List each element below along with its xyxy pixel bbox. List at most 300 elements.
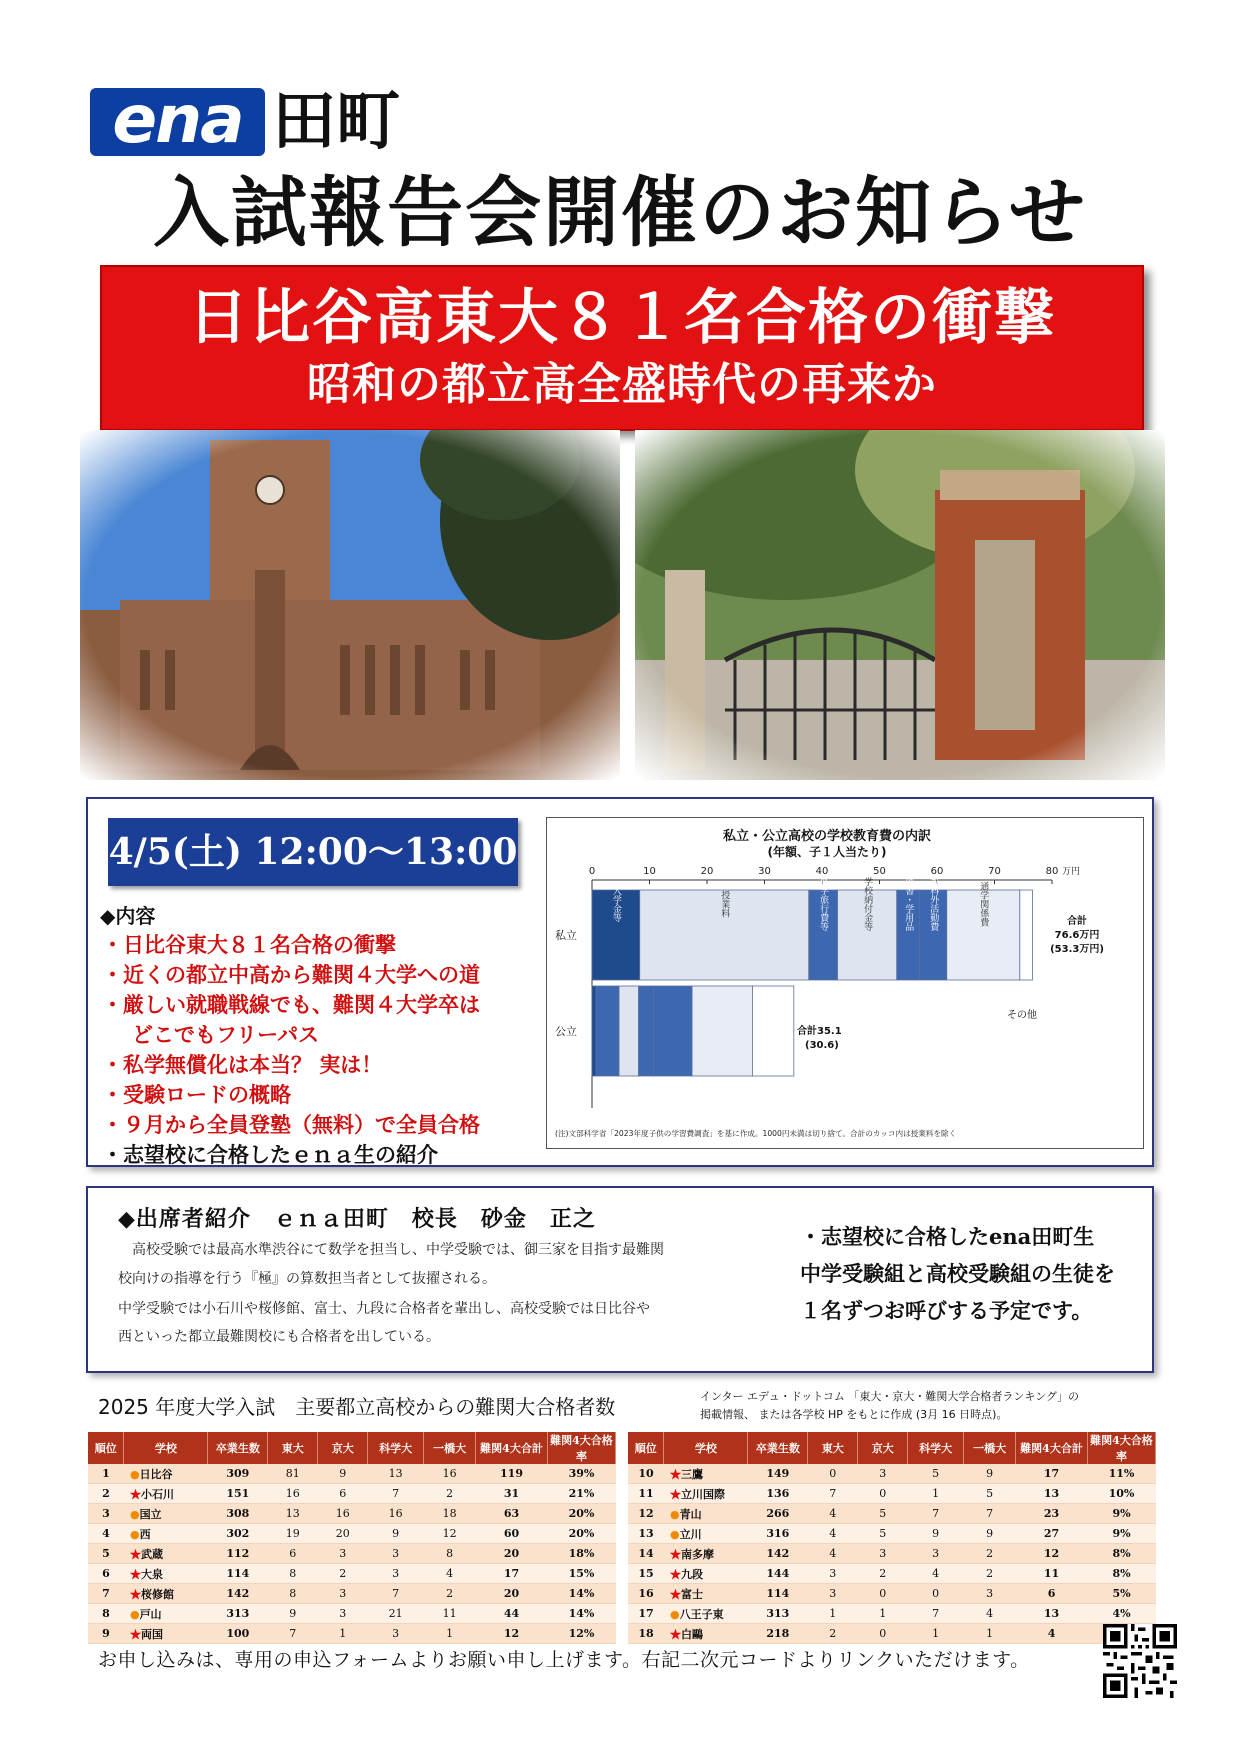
contents-item: ・日比谷東大８１名合格の衝撃 <box>102 932 396 957</box>
table-row <box>628 1544 1156 1564</box>
table-header-cell: 難関4大合格率 <box>1087 1432 1155 1464</box>
segment-label: 授業料 <box>719 890 730 918</box>
banner-subhead: 昭和の都立高全盛時代の再来か <box>307 359 937 410</box>
circle-marker: ● <box>129 1507 140 1521</box>
category-label: 公立 <box>555 1025 577 1038</box>
hitotsu-cell: 12 <box>424 1524 476 1544</box>
circle-marker: ● <box>669 1507 680 1521</box>
rate-cell: 5% <box>1087 1584 1155 1604</box>
school-name: 戸山 <box>139 1607 162 1621</box>
school-name: 武蔵 <box>140 1547 163 1561</box>
school-name: 大泉 <box>140 1567 163 1581</box>
table-header-cell: 東大 <box>808 1432 858 1464</box>
rank-cell: 13 <box>628 1524 664 1544</box>
branch-name: 田町 <box>272 85 400 159</box>
ena-logo: ena <box>90 88 265 156</box>
presenter-bio-line: 中学受験では小石川や桜修館、富士、九段に合格者を輩出し、高校受験では日比谷や <box>118 1301 650 1317</box>
rate-cell: 14% <box>547 1604 615 1624</box>
table-row <box>628 1604 1156 1624</box>
rate-cell: 20% <box>547 1504 615 1524</box>
clock-tower-building-photo <box>80 430 620 780</box>
rank-cell: 7 <box>88 1584 124 1604</box>
headline-banner <box>100 265 1144 431</box>
private-total-value: 76.6万円 <box>1054 930 1100 941</box>
chart-title: 私立・公立高校の学校教育費の内訳 <box>722 829 932 844</box>
hitotsu-cell: 1 <box>424 1624 476 1644</box>
kyodai-cell: 3 <box>318 1604 368 1624</box>
school-cell <box>124 1604 208 1624</box>
table-row <box>628 1484 1156 1504</box>
grads-cell: 149 <box>748 1464 808 1484</box>
school-name: 国立 <box>139 1507 162 1521</box>
segment-label: 修学旅行費等 <box>818 877 829 931</box>
x-tick-label: 70 <box>988 866 1001 877</box>
kyodai-cell: 3 <box>858 1464 908 1484</box>
table-row <box>88 1624 616 1644</box>
grads-cell: 142 <box>748 1544 808 1564</box>
kyodai-cell: 1 <box>858 1604 908 1624</box>
table-row <box>88 1524 616 1544</box>
rate-cell: 39% <box>547 1464 615 1484</box>
school-name: 日比谷 <box>139 1467 173 1481</box>
contents-item: ・近くの都立中高から難関４大学への道 <box>102 962 480 987</box>
school-cell <box>124 1524 208 1544</box>
kyodai-cell: 20 <box>318 1524 368 1544</box>
grads-cell: 316 <box>748 1524 808 1544</box>
chart-subtitle: (年額、子１人当たり) <box>767 845 887 859</box>
school-name: 南多摩 <box>680 1547 714 1561</box>
chart-note: (注)文部科学省「2023年度子供の学習費調査」を基に作成。1000円未満は切り捨て。合計のカッコ内は授業料を除く <box>555 1129 957 1138</box>
kagaku-cell: 0 <box>908 1584 964 1604</box>
education-cost-chart <box>546 817 1144 1149</box>
bar-segment <box>619 986 639 1076</box>
x-tick-label: 40 <box>815 866 829 877</box>
table-row <box>628 1564 1156 1584</box>
presenter-heading: ◆出席者紹介 ｅｎａ田町 校長 砂金 正之 <box>118 1207 596 1232</box>
star-marker: ★ <box>669 1567 681 1581</box>
rank-cell: 14 <box>628 1544 664 1564</box>
school-name: 西 <box>139 1527 151 1541</box>
contents-heading: ◆内容 <box>100 904 156 928</box>
hitotsu-cell: 18 <box>424 1504 476 1524</box>
grads-cell: 308 <box>208 1504 268 1524</box>
todai-cell: 4 <box>808 1504 858 1524</box>
kagaku-cell: 3 <box>368 1624 424 1644</box>
kagaku-cell: 4 <box>908 1564 964 1584</box>
todai-cell: 0 <box>808 1464 858 1484</box>
school-cell <box>664 1504 748 1524</box>
total-cell: 119 <box>476 1464 548 1484</box>
todai-cell: 9 <box>268 1604 318 1624</box>
total-cell: 11 <box>1016 1564 1088 1584</box>
category-label: 私立 <box>555 929 577 942</box>
school-cell <box>124 1464 208 1484</box>
x-tick-label: 30 <box>758 866 771 877</box>
total-cell: 6 <box>1016 1584 1088 1604</box>
todai-cell: 7 <box>808 1484 858 1504</box>
grads-cell: 100 <box>208 1624 268 1644</box>
rate-cell: 9% <box>1087 1504 1155 1524</box>
star-marker: ★ <box>129 1567 141 1581</box>
rate-cell: 14% <box>547 1584 615 1604</box>
segment-label: 学校納付金等 <box>862 877 873 931</box>
public-total-excl: (30.6) <box>805 1040 839 1051</box>
table-row <box>88 1484 616 1504</box>
todai-cell: 8 <box>268 1584 318 1604</box>
contents-item: ・私学無償化は本当？ 実は！ <box>102 1052 383 1077</box>
school-name: 両国 <box>140 1627 163 1641</box>
school-name: 小石川 <box>140 1487 174 1501</box>
school-name: 八王子東 <box>679 1607 724 1621</box>
kagaku-cell: 21 <box>368 1604 424 1624</box>
qr-code-icon[interactable] <box>1103 1624 1177 1698</box>
table-row <box>628 1464 1156 1484</box>
rate-cell: 8% <box>1087 1544 1155 1564</box>
total-cell: 60 <box>476 1524 548 1544</box>
rate-cell: 10% <box>1087 1484 1155 1504</box>
circle-marker: ● <box>129 1467 140 1481</box>
rank-cell: 12 <box>628 1504 664 1524</box>
bar-segment <box>654 986 693 1076</box>
table-row <box>88 1584 616 1604</box>
school-name: 青山 <box>679 1507 702 1521</box>
ranking-table-left <box>88 1432 616 1644</box>
x-tick-label: 10 <box>643 866 656 877</box>
school-gate-photo <box>635 430 1165 780</box>
hitotsu-cell: 4 <box>424 1564 476 1584</box>
table-header-cell: 東大 <box>268 1432 318 1464</box>
application-note: お申し込みは、専用の申込フォームよりお願い申し上げます。右記二次元コードよりリンクいただけます。 <box>98 1649 1030 1671</box>
kagaku-cell: 13 <box>368 1464 424 1484</box>
rank-cell: 9 <box>88 1624 124 1644</box>
other-label: その他 <box>1007 1010 1037 1021</box>
rate-cell: 8% <box>1087 1564 1155 1584</box>
circle-marker: ● <box>129 1527 140 1541</box>
hitotsu-cell: 2 <box>964 1564 1016 1584</box>
table-header-cell: 京大 <box>318 1432 368 1464</box>
table-row <box>628 1504 1156 1524</box>
axis-unit: 万円 <box>1062 867 1081 877</box>
school-name: 三鷹 <box>680 1467 703 1481</box>
todai-cell: 1 <box>808 1604 858 1624</box>
rank-cell: 11 <box>628 1484 664 1504</box>
table-header-cell: 卒業生数 <box>748 1432 808 1464</box>
school-cell <box>664 1484 748 1504</box>
todai-cell: 2 <box>808 1624 858 1644</box>
kyodai-cell: 5 <box>858 1524 908 1544</box>
side-note-line: 中学受験組と高校受験組の生徒を <box>800 1261 1115 1286</box>
student-introduction-note <box>800 1218 1130 1329</box>
grads-cell: 313 <box>208 1604 268 1624</box>
table-row <box>628 1524 1156 1544</box>
rate-cell: 20% <box>547 1524 615 1544</box>
rank-cell: 10 <box>628 1464 664 1484</box>
star-marker: ★ <box>129 1627 141 1641</box>
private-total-label: 合計 <box>1067 916 1087 927</box>
total-cell: 20 <box>476 1544 548 1564</box>
bar-segment <box>639 986 654 1076</box>
bar-segment <box>752 986 793 1076</box>
school-cell <box>124 1584 208 1604</box>
todai-cell: 3 <box>808 1584 858 1604</box>
side-note-line: １名ずつお呼びする予定です。 <box>800 1298 1093 1323</box>
school-cell <box>664 1624 748 1644</box>
bar-segment <box>592 986 596 1076</box>
kagaku-cell: 5 <box>908 1464 964 1484</box>
star-marker: ★ <box>669 1587 681 1601</box>
private-total-excl: (53.3万円) <box>1050 944 1104 955</box>
bar-segment <box>1020 890 1033 980</box>
total-cell: 31 <box>476 1484 548 1504</box>
todai-cell: 6 <box>268 1544 318 1564</box>
kyodai-cell: 3 <box>318 1544 368 1564</box>
rank-cell: 16 <box>628 1584 664 1604</box>
hitotsu-cell: 11 <box>424 1604 476 1624</box>
rank-cell: 6 <box>88 1564 124 1584</box>
grads-cell: 136 <box>748 1484 808 1504</box>
kyodai-cell: 1 <box>318 1624 368 1644</box>
grads-cell: 218 <box>748 1624 808 1644</box>
table-header-cell: 一橋大 <box>424 1432 476 1464</box>
kyodai-cell: 0 <box>858 1484 908 1504</box>
hitotsu-cell: 4 <box>964 1604 1016 1624</box>
table-header-cell: 科学大 <box>368 1432 424 1464</box>
school-cell <box>124 1504 208 1524</box>
table-header-cell: 順位 <box>88 1432 124 1464</box>
kagaku-cell: 1 <box>908 1484 964 1504</box>
x-tick-label: 80 <box>1045 866 1059 877</box>
contents-item: どこでもフリーパス <box>132 1022 320 1047</box>
table-header-cell: 難関4大合格率 <box>547 1432 615 1464</box>
kagaku-cell: 7 <box>908 1604 964 1624</box>
circle-marker: ● <box>129 1607 140 1621</box>
rate-cell: 15% <box>547 1564 615 1584</box>
school-cell <box>664 1544 748 1564</box>
table-header-cell: 学校 <box>124 1432 208 1464</box>
star-marker: ★ <box>669 1627 681 1641</box>
table-header-cell: 難関4大合計 <box>1016 1432 1088 1464</box>
side-note-line: ・志望校に合格したena田町生 <box>800 1224 1095 1249</box>
hitotsu-cell: 5 <box>964 1484 1016 1504</box>
grads-cell: 142 <box>208 1584 268 1604</box>
total-cell: 63 <box>476 1504 548 1524</box>
total-cell: 17 <box>1016 1464 1088 1484</box>
table-header-cell: 京大 <box>858 1432 908 1464</box>
rate-cell: 11% <box>1087 1464 1155 1484</box>
chart-svg <box>547 818 1143 1148</box>
rank-cell: 15 <box>628 1564 664 1584</box>
table-header-cell: 学校 <box>664 1432 748 1464</box>
ranking-title: 2025 年度大学入試 主要都立高校からの難関大合格者数 <box>98 1395 616 1419</box>
banner-headline: 日比谷高東大８１名合格の衝撃 <box>188 283 1056 353</box>
todai-cell: 13 <box>268 1504 318 1524</box>
x-tick-label: 0 <box>588 866 596 877</box>
total-cell: 4 <box>1016 1624 1088 1644</box>
todai-cell: 16 <box>268 1484 318 1504</box>
star-marker: ★ <box>129 1487 141 1501</box>
kyodai-cell: 3 <box>318 1584 368 1604</box>
table-row <box>88 1564 616 1584</box>
star-marker: ★ <box>129 1587 141 1601</box>
kyodai-cell: 16 <box>318 1504 368 1524</box>
kagaku-cell: 3 <box>368 1544 424 1564</box>
x-tick-label: 60 <box>930 866 944 877</box>
total-cell: 13 <box>1016 1484 1088 1504</box>
event-date-time: 4/5(土) 12:00～13:00 <box>108 818 518 886</box>
school-cell <box>664 1524 748 1544</box>
total-cell: 27 <box>1016 1524 1088 1544</box>
kagaku-cell: 9 <box>368 1524 424 1544</box>
kyodai-cell: 2 <box>858 1564 908 1584</box>
kyodai-cell: 0 <box>858 1584 908 1604</box>
school-cell <box>664 1584 748 1604</box>
segment-label: 図書・学用品 <box>903 877 914 931</box>
x-tick-label: 50 <box>873 866 886 877</box>
hitotsu-cell: 1 <box>964 1624 1016 1644</box>
rank-cell: 18 <box>628 1624 664 1644</box>
rate-cell: 12% <box>547 1624 615 1644</box>
hitotsu-cell: 9 <box>964 1464 1016 1484</box>
grads-cell: 266 <box>748 1504 808 1524</box>
table-row <box>88 1464 616 1484</box>
table-row <box>88 1504 616 1524</box>
ranking-source: インター エデュ・ドットコム 「東大・京大・難関大学合格者ランキング」の <box>700 1390 1080 1403</box>
school-cell <box>664 1604 748 1624</box>
school-name: 立川国際 <box>680 1487 725 1501</box>
table-row <box>628 1624 1156 1644</box>
kagaku-cell: 3 <box>908 1544 964 1564</box>
table-row <box>628 1584 1156 1604</box>
star-marker: ★ <box>669 1547 681 1561</box>
contents-item: ・受験ロードの概略 <box>102 1082 291 1107</box>
rate-cell: 9% <box>1087 1524 1155 1544</box>
rank-cell: 3 <box>88 1504 124 1524</box>
school-cell <box>124 1624 208 1644</box>
school-name: 桜修館 <box>140 1587 174 1601</box>
contents-item: ・厳しい就職戦線でも、難関４大学卒は <box>102 992 480 1017</box>
school-name: 九段 <box>680 1567 703 1581</box>
todai-cell: 4 <box>808 1524 858 1544</box>
circle-marker: ● <box>669 1607 680 1621</box>
presenter-bio-line: 西といった都立最難関校にも合格者を出している。 <box>118 1329 440 1345</box>
todai-cell: 8 <box>268 1564 318 1584</box>
contents-item: ・志望校に合格したｅｎａ生の紹介 <box>102 1142 438 1167</box>
school-cell <box>124 1544 208 1564</box>
segment-label: 通学関係費 <box>978 881 989 927</box>
todai-cell: 3 <box>808 1564 858 1584</box>
kyodai-cell: 5 <box>858 1504 908 1524</box>
kagaku-cell: 9 <box>908 1524 964 1544</box>
total-cell: 13 <box>1016 1604 1088 1624</box>
school-name: 立川 <box>679 1527 702 1541</box>
grads-cell: 151 <box>208 1484 268 1504</box>
total-cell: 12 <box>1016 1544 1088 1564</box>
contents-list <box>102 930 480 1170</box>
kagaku-cell: 7 <box>368 1584 424 1604</box>
grads-cell: 114 <box>748 1584 808 1604</box>
rate-cell: 4% <box>1087 1604 1155 1624</box>
school-name: 白鷗 <box>680 1627 703 1641</box>
presenter-bio-line: 校向けの指導を行う『極』の算数担当者として抜擢される。 <box>118 1271 496 1287</box>
grads-cell: 302 <box>208 1524 268 1544</box>
contents-item: ・９月から全員登塾（無料）で全員合格 <box>102 1112 480 1137</box>
kagaku-cell: 3 <box>368 1564 424 1584</box>
circle-marker: ● <box>669 1527 680 1541</box>
rank-cell: 5 <box>88 1544 124 1564</box>
todai-cell: 4 <box>808 1544 858 1564</box>
grads-cell: 144 <box>748 1564 808 1584</box>
school-cell <box>664 1564 748 1584</box>
grads-cell: 309 <box>208 1464 268 1484</box>
kagaku-cell: 7 <box>368 1484 424 1504</box>
todai-cell: 7 <box>268 1624 318 1644</box>
hitotsu-cell: 8 <box>424 1544 476 1564</box>
presenter-bio-line: 高校受験では最高水準渋谷にて数学を担当し、中学受験では、御三家を目指す最難関 <box>132 1242 664 1258</box>
total-cell: 17 <box>476 1564 548 1584</box>
segment-label: 教科外活動費 <box>928 877 939 931</box>
rate-cell: 21% <box>547 1484 615 1504</box>
star-marker: ★ <box>669 1467 681 1481</box>
total-cell: 44 <box>476 1604 548 1624</box>
table-row <box>88 1544 616 1564</box>
rate-cell: 18% <box>547 1544 615 1564</box>
rank-cell: 4 <box>88 1524 124 1544</box>
school-cell <box>664 1464 748 1484</box>
ranking-source: 掲載情報、 または各学校 HP をもとに作成 (3月 16 日時点)。 <box>700 1408 1008 1421</box>
school-cell <box>124 1484 208 1504</box>
school-name: 富士 <box>680 1587 703 1601</box>
kyodai-cell: 3 <box>858 1544 908 1564</box>
hitotsu-cell: 2 <box>964 1544 1016 1564</box>
kagaku-cell: 16 <box>368 1504 424 1524</box>
public-total-label: 合計35.1 <box>797 1026 842 1037</box>
star-marker: ★ <box>129 1547 141 1561</box>
kagaku-cell: 7 <box>908 1504 964 1524</box>
ranking-table-right <box>628 1432 1156 1644</box>
kyodai-cell: 2 <box>318 1564 368 1584</box>
hitotsu-cell: 16 <box>424 1464 476 1484</box>
total-cell: 12 <box>476 1624 548 1644</box>
rank-cell: 1 <box>88 1464 124 1484</box>
table-header-cell: 科学大 <box>908 1432 964 1464</box>
table-header-cell: 卒業生数 <box>208 1432 268 1464</box>
hitotsu-cell: 3 <box>964 1584 1016 1604</box>
table-header-cell: 順位 <box>628 1432 664 1464</box>
grads-cell: 114 <box>208 1564 268 1584</box>
star-marker: ★ <box>669 1487 681 1501</box>
hitotsu-cell: 2 <box>424 1584 476 1604</box>
grads-cell: 112 <box>208 1544 268 1564</box>
hitotsu-cell: 2 <box>424 1484 476 1504</box>
page-title: 入試報告会開催のお知らせ <box>153 168 1087 257</box>
todai-cell: 19 <box>268 1524 318 1544</box>
kyodai-cell: 6 <box>318 1484 368 1504</box>
hitotsu-cell: 9 <box>964 1524 1016 1544</box>
bar-segment <box>692 986 752 1076</box>
table-header-cell: 一橋大 <box>964 1432 1016 1464</box>
grads-cell: 313 <box>748 1604 808 1624</box>
kyodai-cell: 9 <box>318 1464 368 1484</box>
rank-cell: 8 <box>88 1604 124 1624</box>
total-cell: 23 <box>1016 1504 1088 1524</box>
school-cell <box>124 1564 208 1584</box>
todai-cell: 81 <box>268 1464 318 1484</box>
total-cell: 20 <box>476 1584 548 1604</box>
kyodai-cell: 0 <box>858 1624 908 1644</box>
kagaku-cell: 1 <box>908 1624 964 1644</box>
hitotsu-cell: 7 <box>964 1504 1016 1524</box>
segment-label: 入学金等 <box>610 886 621 922</box>
